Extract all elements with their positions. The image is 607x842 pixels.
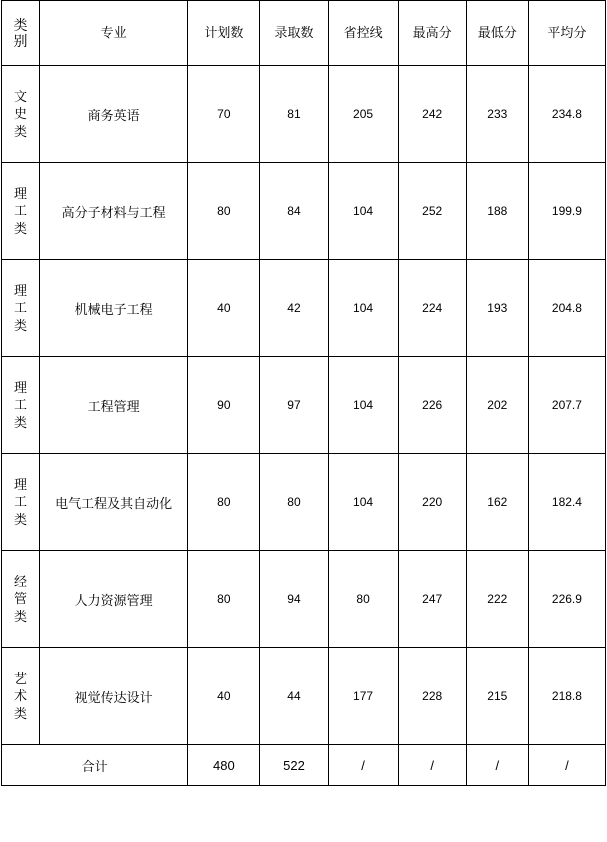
cell-lowest: 233 bbox=[466, 66, 528, 163]
table-total-row bbox=[2, 745, 606, 786]
column-header-highest: 最高分 bbox=[398, 1, 466, 66]
cell-plan: 70 bbox=[188, 66, 260, 163]
cell-admitted: 97 bbox=[260, 357, 328, 454]
cell-provincial-line: 104 bbox=[328, 163, 398, 260]
cell-lowest: 202 bbox=[466, 357, 528, 454]
cell-admitted: 94 bbox=[260, 551, 328, 648]
cell-provincial-line: 104 bbox=[328, 454, 398, 551]
column-header-category: 类 别 bbox=[2, 1, 40, 66]
cell-admitted: 42 bbox=[260, 260, 328, 357]
cell-average: 226.9 bbox=[528, 551, 605, 648]
table-row bbox=[2, 454, 606, 551]
cell-lowest: 188 bbox=[466, 163, 528, 260]
cell-total-lowest: / bbox=[466, 745, 528, 786]
cell-average: 199.9 bbox=[528, 163, 605, 260]
cell-major: 机械电子工程 bbox=[40, 260, 188, 357]
cell-average: 218.8 bbox=[528, 648, 605, 745]
cell-highest: 252 bbox=[398, 163, 466, 260]
table-row bbox=[2, 66, 606, 163]
cell-provincial-line: 104 bbox=[328, 260, 398, 357]
table-body bbox=[2, 66, 606, 786]
cell-highest: 224 bbox=[398, 260, 466, 357]
cell-major: 工程管理 bbox=[40, 357, 188, 454]
cell-admitted: 80 bbox=[260, 454, 328, 551]
cell-category: 经 管 类 bbox=[2, 551, 40, 648]
cell-plan: 40 bbox=[188, 648, 260, 745]
column-header-admitted: 录取数 bbox=[260, 1, 328, 66]
cell-plan: 80 bbox=[188, 551, 260, 648]
cell-total-provincial-line: / bbox=[328, 745, 398, 786]
table-row bbox=[2, 163, 606, 260]
cell-plan: 80 bbox=[188, 163, 260, 260]
cell-provincial-line: 104 bbox=[328, 357, 398, 454]
cell-plan: 90 bbox=[188, 357, 260, 454]
cell-major: 视觉传达设计 bbox=[40, 648, 188, 745]
cell-major: 商务英语 bbox=[40, 66, 188, 163]
cell-category: 理 工 类 bbox=[2, 454, 40, 551]
table-header bbox=[2, 1, 606, 66]
cell-provincial-line: 80 bbox=[328, 551, 398, 648]
table-row bbox=[2, 357, 606, 454]
cell-category: 艺 术 类 bbox=[2, 648, 40, 745]
cell-average: 204.8 bbox=[528, 260, 605, 357]
cell-plan: 80 bbox=[188, 454, 260, 551]
cell-category: 理 工 类 bbox=[2, 163, 40, 260]
cell-category: 文 史 类 bbox=[2, 66, 40, 163]
cell-lowest: 162 bbox=[466, 454, 528, 551]
column-header-plan: 计划数 bbox=[188, 1, 260, 66]
cell-average: 234.8 bbox=[528, 66, 605, 163]
cell-admitted: 84 bbox=[260, 163, 328, 260]
admission-score-table bbox=[1, 0, 606, 786]
cell-major: 人力资源管理 bbox=[40, 551, 188, 648]
cell-average: 182.4 bbox=[528, 454, 605, 551]
cell-lowest: 222 bbox=[466, 551, 528, 648]
header-row bbox=[2, 1, 606, 66]
column-header-lowest: 最低分 bbox=[466, 1, 528, 66]
cell-total-average: / bbox=[528, 745, 605, 786]
cell-highest: 226 bbox=[398, 357, 466, 454]
cell-plan: 40 bbox=[188, 260, 260, 357]
cell-major: 高分子材料与工程 bbox=[40, 163, 188, 260]
cell-provincial-line: 205 bbox=[328, 66, 398, 163]
column-header-provincial-line: 省控线 bbox=[328, 1, 398, 66]
table-row bbox=[2, 551, 606, 648]
cell-category: 理 工 类 bbox=[2, 357, 40, 454]
cell-highest: 228 bbox=[398, 648, 466, 745]
cell-admitted: 81 bbox=[260, 66, 328, 163]
column-header-average: 平均分 bbox=[528, 1, 605, 66]
cell-total-highest: / bbox=[398, 745, 466, 786]
cell-total-label: 合计 bbox=[2, 745, 188, 786]
cell-highest: 220 bbox=[398, 454, 466, 551]
cell-highest: 247 bbox=[398, 551, 466, 648]
cell-average: 207.7 bbox=[528, 357, 605, 454]
column-header-major: 专业 bbox=[40, 1, 188, 66]
cell-admitted: 44 bbox=[260, 648, 328, 745]
cell-lowest: 193 bbox=[466, 260, 528, 357]
cell-highest: 242 bbox=[398, 66, 466, 163]
table-row bbox=[2, 648, 606, 745]
cell-lowest: 215 bbox=[466, 648, 528, 745]
cell-total-admitted: 522 bbox=[260, 745, 328, 786]
cell-major: 电气工程及其自动化 bbox=[40, 454, 188, 551]
cell-total-plan: 480 bbox=[188, 745, 260, 786]
cell-category: 理 工 类 bbox=[2, 260, 40, 357]
table-row bbox=[2, 260, 606, 357]
cell-provincial-line: 177 bbox=[328, 648, 398, 745]
